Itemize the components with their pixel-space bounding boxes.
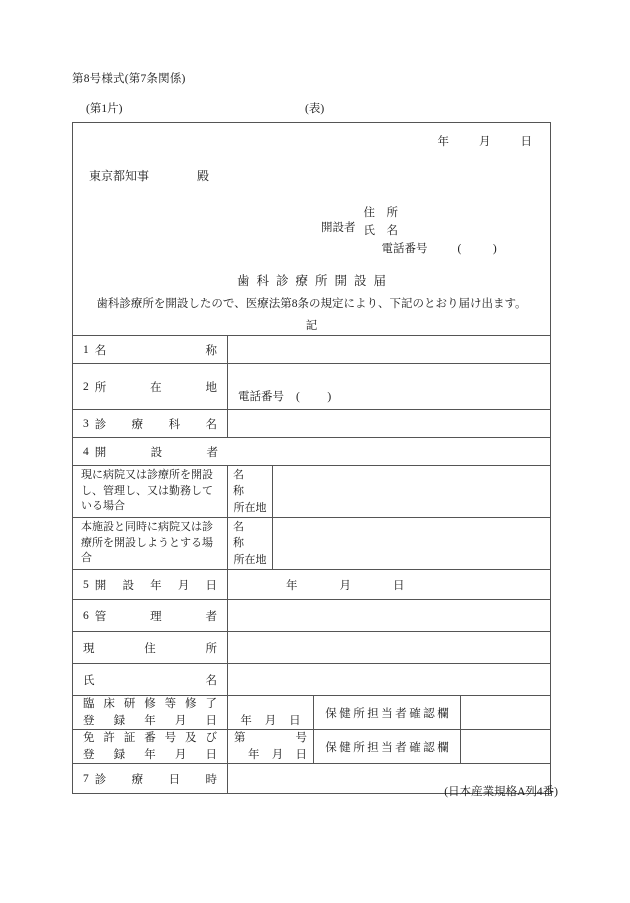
row-department-label-c: 科	[168, 418, 181, 431]
row-current-address-label-a: 現	[83, 642, 95, 655]
row-consultation-hours-label	[73, 764, 228, 793]
row-manager-name-label-a: 氏	[83, 674, 95, 687]
row-manager-label-b: 理	[150, 610, 162, 623]
row-license	[73, 729, 550, 763]
row-name-label-a: 名	[94, 344, 107, 357]
document-code: 第8号様式(第7条関係)	[72, 73, 186, 85]
addressee-label: 東京都知事	[89, 169, 150, 183]
row-current-address-label-b: 住	[144, 642, 156, 655]
license-date-month: 月	[271, 748, 284, 761]
row-founder-number: 4	[83, 445, 89, 458]
row-manager-value[interactable]	[228, 600, 550, 631]
row-current-address-label-c: 所	[205, 642, 217, 655]
row-existing-facility-label: 現に病院又は診療所を開設し、管理し、又は勤務している場合	[73, 466, 228, 517]
row-manager-label-a: 管	[94, 610, 107, 623]
license-number-prefix: 第	[234, 732, 246, 745]
license-confirm-label: 保健所担当者確認欄	[314, 730, 461, 763]
row-current-address-value[interactable]	[228, 632, 550, 663]
opening-date-month: 月	[339, 579, 351, 592]
row-name	[73, 335, 550, 363]
founder-address-label: 住 所	[363, 207, 398, 219]
submission-date-line	[438, 133, 533, 149]
side-label: (表)	[305, 103, 325, 115]
row-address-label-a: 所	[94, 381, 107, 394]
founder-tel-label: 電話番号	[381, 242, 428, 255]
concurrent-facility-name-label: 名 称	[233, 520, 265, 550]
row-founder-label-c: 者	[206, 446, 218, 459]
row-training-completion-label	[73, 696, 228, 729]
row-address-label-b: 在	[150, 381, 162, 394]
row-manager-name-label-b: 名	[205, 674, 217, 687]
row-department-label-d: 名	[205, 418, 217, 431]
founder-block	[321, 205, 507, 258]
address-tel-label: 電話番号	[238, 391, 284, 403]
row-manager-name-label	[73, 664, 228, 695]
row-address-number: 2	[83, 380, 89, 393]
row-concurrent-facility-label: 本施設と同時に病院又は診療所を開設しようとする場合	[73, 518, 228, 569]
license-date-placeholders	[234, 747, 307, 763]
row-license-label	[73, 730, 228, 763]
row-department-label	[73, 410, 228, 437]
ki-marker: 記	[305, 320, 318, 332]
row-concurrent-facility-subheads	[228, 518, 273, 569]
founder-name-label: 氏 名	[363, 224, 398, 237]
license-confirm-stamp-area[interactable]	[461, 730, 550, 763]
row-manager-name-value[interactable]	[228, 664, 550, 695]
row-founder-label-a: 開	[94, 446, 107, 459]
date-month-label: 月	[479, 136, 491, 148]
row-consultation-hours-label-b: 療	[131, 773, 144, 786]
row-concurrent-facility	[73, 517, 550, 569]
row-current-address-label	[73, 632, 228, 663]
row-opening-date-value[interactable]	[228, 570, 550, 599]
concurrent-facility-address-label: 所在地	[233, 553, 267, 566]
row-opening-date-number: 5	[83, 578, 89, 591]
training-date-cell[interactable]	[228, 696, 314, 729]
existing-facility-name-label: 名 称	[233, 468, 265, 498]
row-address-label-c: 地	[205, 381, 217, 394]
row-department-label-a: 診	[94, 418, 107, 431]
row-founder-label	[73, 438, 228, 465]
address-tel-paren: ( )	[296, 391, 340, 403]
paper-size-note: (日本産業規格A列4番)	[444, 786, 558, 798]
existing-facility-address-label: 所在地	[233, 501, 267, 514]
row-name-label-b: 称	[205, 344, 217, 357]
opening-date-day: 日	[393, 579, 405, 592]
row-address-value[interactable]	[228, 364, 550, 409]
row-name-number: 1	[83, 343, 89, 356]
row-department	[73, 409, 550, 437]
row-consultation-hours-label-d: 時	[205, 773, 217, 786]
license-label-line1: 免 許 証 番 号 及 び	[83, 732, 217, 745]
license-number-line	[234, 730, 307, 746]
row-existing-facility-subheads	[228, 466, 273, 517]
row-department-number: 3	[83, 417, 89, 430]
row-address-label	[73, 364, 228, 409]
addressee-line	[89, 167, 209, 184]
sheet-label: (第1片)	[86, 103, 123, 115]
founder-tel-paren: ( )	[457, 242, 507, 255]
row-department-value[interactable]	[228, 410, 550, 437]
row-opening-date-label-e: 日	[205, 579, 217, 592]
license-label-line2: 登 録 年 月 日	[83, 748, 217, 761]
row-training-completion	[73, 695, 550, 729]
row-consultation-hours-label-c: 日	[168, 773, 181, 786]
form-title: 歯科診療所開設届	[236, 274, 393, 288]
training-date-day: 日	[289, 714, 301, 727]
license-number-date-cell[interactable]	[228, 730, 314, 763]
founder-label: 開設者	[321, 222, 356, 234]
license-number-suffix: 号	[295, 732, 307, 745]
training-date-year: 年	[240, 714, 252, 727]
form-header-row	[73, 123, 550, 335]
date-year-label: 年	[437, 136, 449, 148]
row-manager-name	[73, 663, 550, 695]
row-opening-date-label-d: 月	[177, 579, 190, 592]
row-name-label	[73, 336, 228, 363]
row-founder-label-b: 設	[150, 446, 163, 459]
row-concurrent-facility-value[interactable]	[273, 518, 550, 569]
row-name-value[interactable]	[228, 336, 550, 363]
training-confirm-label: 保健所担当者確認欄	[314, 696, 461, 729]
row-opening-date-label-a: 開	[94, 579, 107, 592]
address-tel-line	[238, 388, 339, 404]
row-department-label-b: 療	[131, 418, 144, 431]
opening-date-placeholders	[286, 577, 405, 593]
training-date-month: 月	[264, 714, 277, 727]
row-consultation-hours-label-a: 診	[94, 773, 107, 786]
row-current-address	[73, 631, 550, 663]
license-date-day: 日	[295, 748, 307, 761]
row-manager	[73, 599, 550, 631]
training-label-line1: 臨 床 研 修 等 修 了	[83, 698, 217, 711]
training-confirm-stamp-area[interactable]	[461, 696, 550, 729]
main-form-table	[72, 122, 551, 794]
date-day-label: 日	[520, 136, 532, 148]
row-manager-label	[73, 600, 228, 631]
founder-fields	[364, 205, 507, 258]
license-date-year: 年	[248, 748, 260, 761]
row-manager-number: 6	[83, 609, 89, 622]
row-founder	[73, 437, 550, 465]
row-manager-label-c: 者	[205, 610, 217, 623]
training-label-line2: 登 録 年 月 日	[83, 714, 217, 727]
row-opening-date-label-b: 設	[122, 579, 134, 592]
founder-tel-line	[382, 241, 507, 259]
row-existing-facility	[73, 465, 550, 517]
honorific-label: 殿	[197, 169, 210, 183]
row-opening-date	[73, 569, 550, 599]
row-address	[73, 363, 550, 409]
form-header-cell	[73, 123, 550, 335]
row-consultation-hours-number: 7	[83, 772, 89, 785]
row-existing-facility-value[interactable]	[273, 466, 550, 517]
row-opening-date-label	[73, 570, 228, 599]
form-statement: 歯科診療所を開設したので、医療法第8条の規定により、下記のとおり届け出ます。	[96, 298, 527, 310]
row-founder-value	[228, 438, 550, 465]
row-opening-date-label-c: 年	[150, 579, 162, 592]
opening-date-year: 年	[286, 579, 298, 592]
training-date-placeholders	[234, 713, 307, 729]
